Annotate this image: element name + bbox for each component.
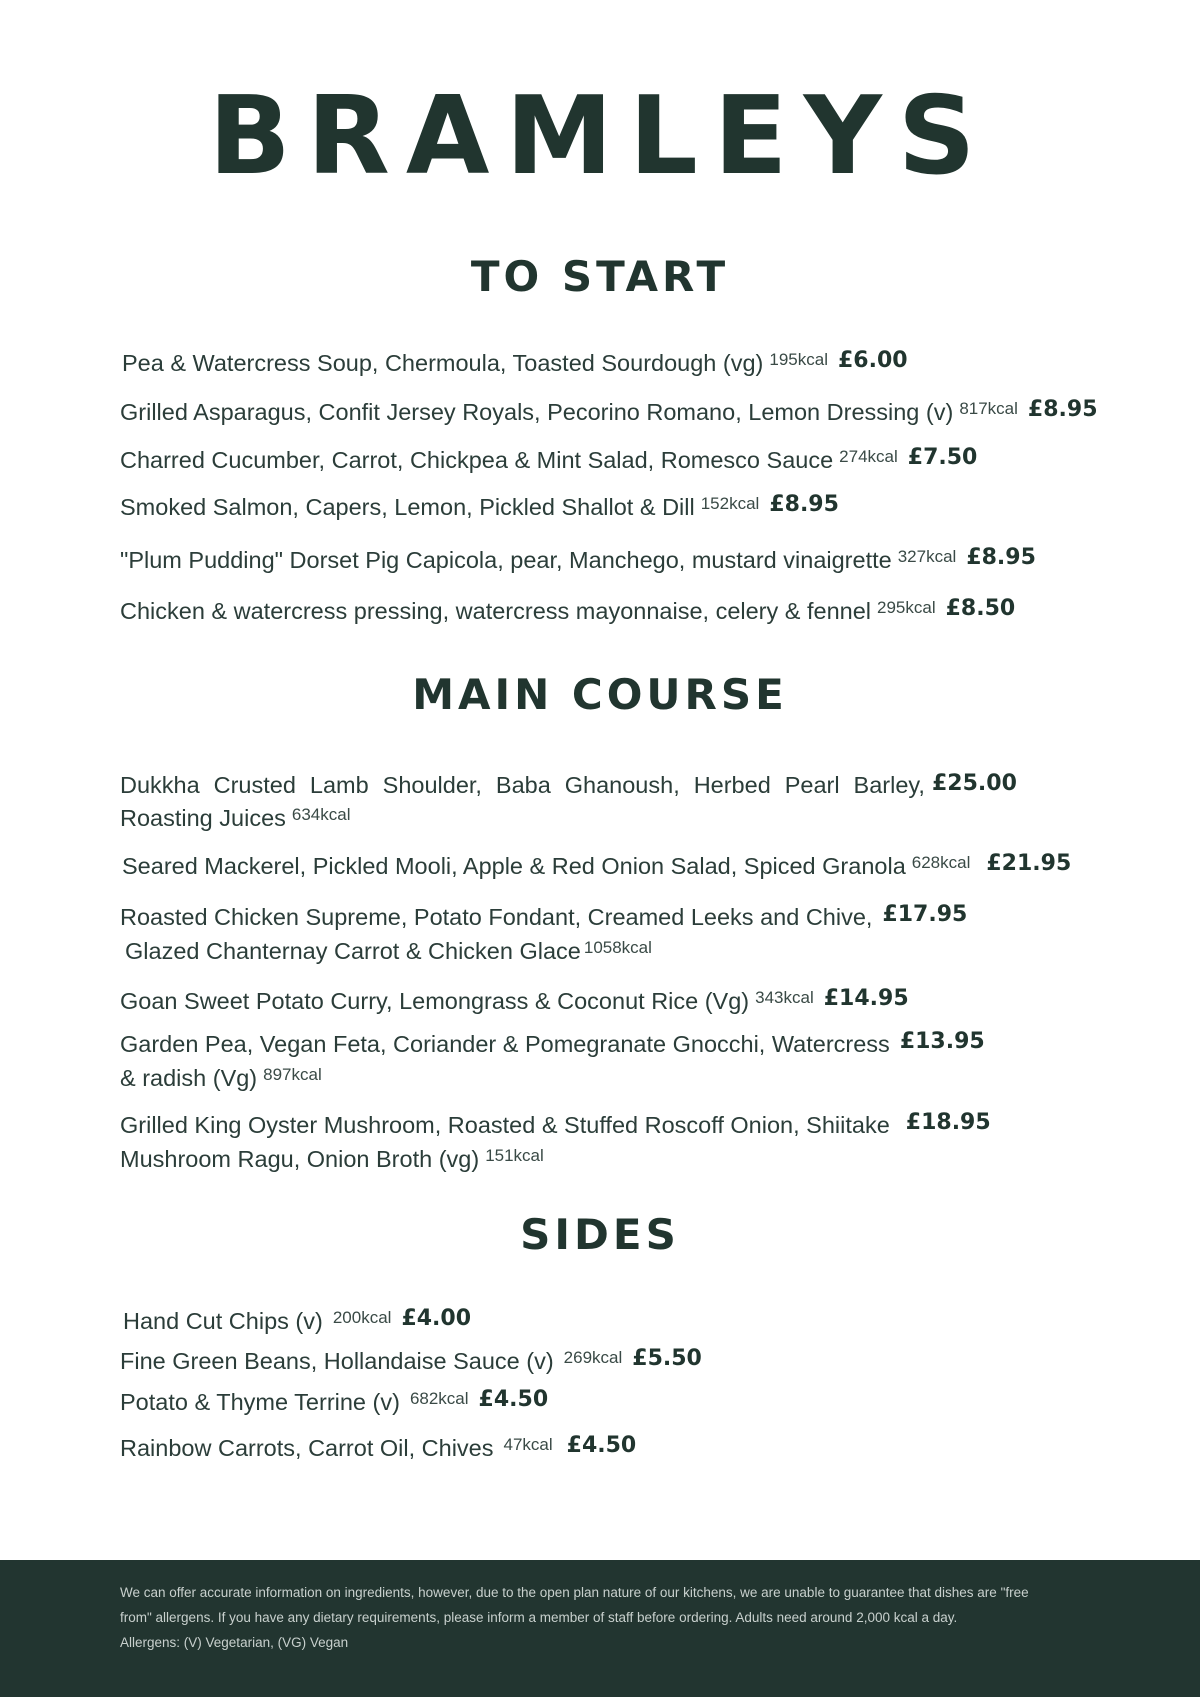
item-price: £8.50	[945, 596, 1016, 621]
word: Barley,	[853, 772, 925, 798]
item-name: Chicken & watercress pressing, watercress mayonnaise, celery & fennel	[120, 598, 872, 624]
word: Lamb	[309, 772, 369, 798]
item-name: Grilled King Oyster Mushroom, Roasted & Stuffed Roscoff Onion, Shiitake	[120, 1112, 890, 1138]
footer-line: from" allergens. If you have any dietary requirements, please inform a member of staff before ordering. Adults need around 2,000 kcal a day.	[120, 1610, 958, 1625]
item-kcal: 47kcal	[503, 1435, 553, 1454]
item-name: Goan Sweet Potato Curry, Lemongrass & Coconut Rice (Vg)	[120, 988, 750, 1014]
item-price: £21.95	[986, 851, 1072, 876]
item-name: "Plum Pudding" Dorset Pig Capicola, pear, Manchego, mustard vinaigrette	[120, 547, 892, 573]
word: Ghanoush,	[564, 772, 680, 798]
item-price: £25.00	[932, 771, 1017, 796]
item-kcal: 295kcal	[877, 598, 936, 617]
starter-item	[120, 594, 1015, 631]
item-kcal: 274kcal	[839, 447, 898, 466]
main-item	[120, 984, 909, 1021]
footer-line: We can offer accurate information on ingredients, however, due to the open plan nature of our kitchens, we are unable to guarantee that dishes are "free	[120, 1585, 1029, 1600]
item-name: Roasting Juices	[120, 805, 286, 831]
word: Pearl	[784, 772, 840, 798]
starter-item	[120, 443, 977, 480]
item-name: Charred Cucumber, Carrot, Chickpea & Mint Salad, Romesco Sauce	[120, 447, 834, 473]
item-price: £4.00	[401, 1306, 472, 1331]
main-item-line2	[125, 934, 652, 971]
allergen-key: Allergens: (V) Vegetarian, (VG) Vegan	[120, 1635, 349, 1650]
main-item-line1	[120, 1027, 985, 1063]
section-title-mains: MAIN COURSE	[412, 670, 788, 719]
starter-item	[120, 490, 839, 527]
section-title-starters: TO START	[470, 252, 730, 301]
item-price: £17.95	[882, 902, 968, 927]
item-name: Rainbow Carrots, Carrot Oil, Chives	[120, 1435, 494, 1461]
item-name: Roasted Chicken Supreme, Potato Fondant, Creamed Leeks and Chive,	[120, 904, 873, 930]
item-price: £8.95	[966, 545, 1036, 570]
item-name: Smoked Salmon, Capers, Lemon, Pickled Shallot & Dill	[120, 494, 695, 520]
item-price: £8.95	[1027, 397, 1098, 422]
word: Shoulder,	[382, 772, 482, 798]
item-kcal: 817kcal	[959, 399, 1018, 418]
item-price: £6.00	[837, 348, 908, 373]
word: Baba	[495, 772, 551, 798]
word: Dukkha	[120, 772, 200, 798]
starter-item	[120, 395, 1098, 432]
item-price: £8.95	[769, 492, 839, 517]
main-item-line2	[120, 1142, 544, 1179]
word: Crusted	[213, 772, 296, 798]
item-name: Pea & Watercress Soup, Chermoula, Toasted Sourdough (vg)	[122, 350, 764, 376]
item-price: £18.95	[905, 1110, 991, 1135]
item-name: Potato & Thyme Terrine (v)	[120, 1389, 400, 1415]
item-name: Seared Mackerel, Pickled Mooli, Apple & Red Onion Salad, Spiced Granola	[122, 853, 906, 879]
allergen-footer	[0, 1560, 1200, 1697]
item-name: Glazed Chanternay Carrot & Chicken Glace	[125, 938, 581, 964]
main-item-line1	[120, 768, 925, 802]
item-kcal: 682kcal	[409, 1389, 469, 1408]
item-name: Mushroom Ragu, Onion Broth (vg)	[120, 1146, 480, 1172]
item-kcal: 200kcal	[332, 1308, 392, 1327]
word: Herbed	[693, 772, 771, 798]
item-kcal: 343kcal	[755, 988, 814, 1007]
main-item-line2	[120, 1061, 322, 1098]
item-kcal: 897kcal	[263, 1065, 322, 1084]
item-price: £13.95	[899, 1029, 985, 1054]
section-title-sides: SIDES	[520, 1210, 680, 1259]
item-price: £7.50	[907, 445, 978, 470]
side-item	[120, 1344, 702, 1381]
item-name: Grilled Asparagus, Confit Jersey Royals, Pecorino Romano, Lemon Dressing (v)	[120, 399, 954, 425]
item-kcal: 1058kcal	[583, 938, 652, 957]
main-item-line2	[120, 801, 351, 838]
item-kcal: 628kcal	[911, 853, 971, 872]
main-item-line1	[120, 900, 967, 936]
item-price: £14.95	[823, 986, 909, 1011]
item-kcal: 152kcal	[700, 494, 760, 513]
item-kcal: 269kcal	[563, 1348, 623, 1367]
item-kcal: 634kcal	[291, 805, 351, 824]
allergen-notice	[120, 1580, 1080, 1655]
item-kcal: 151kcal	[485, 1146, 544, 1165]
item-name: Fine Green Beans, Hollandaise Sauce (v)	[120, 1348, 554, 1374]
item-name: Garden Pea, Vegan Feta, Coriander & Pomegranate Gnocchi, Watercress	[120, 1031, 890, 1057]
side-item	[123, 1304, 471, 1341]
item-name: & radish (Vg)	[120, 1065, 258, 1091]
item-kcal: 195kcal	[769, 350, 828, 369]
main-item	[122, 849, 1071, 886]
item-kcal: 327kcal	[897, 547, 957, 566]
item-price: £5.50	[632, 1346, 702, 1371]
main-item-line1	[120, 1108, 991, 1144]
brand-title: BRAMLEYS	[208, 74, 992, 199]
item-price: £4.50	[566, 1433, 637, 1458]
item-name: Hand Cut Chips (v)	[123, 1308, 323, 1334]
starter-item	[120, 543, 1036, 580]
starter-item	[122, 346, 908, 383]
side-item	[120, 1431, 636, 1468]
side-item	[120, 1385, 548, 1422]
item-price: £4.50	[478, 1387, 549, 1412]
